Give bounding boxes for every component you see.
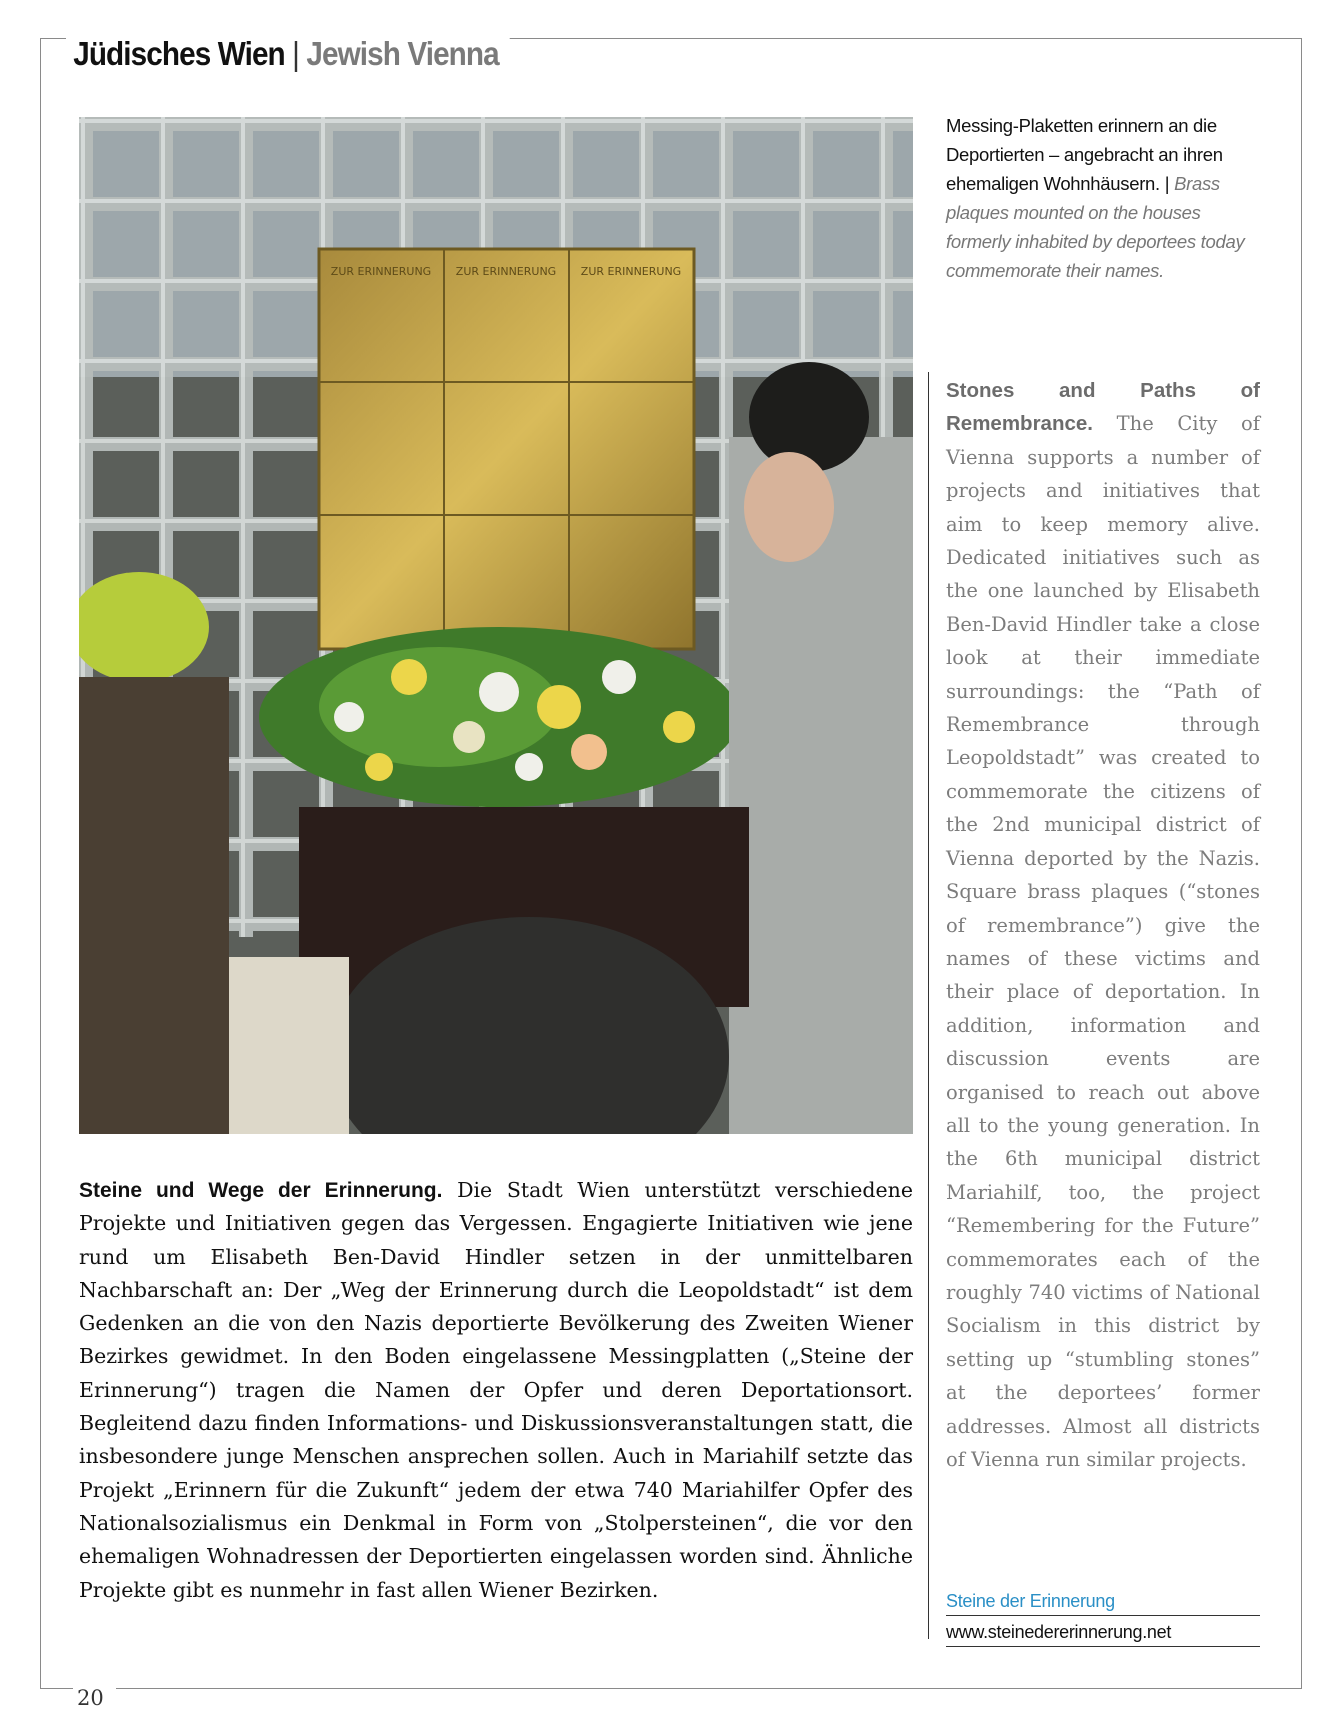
english-article-body: The City of Vienna supports a number of projects and initiatives that aim to keep memory alive. Dedicated initiatives such as the one launched by Elisabeth Ben-David Hindler take a close look at their immediate surroundings: the “Path of Remembrance through Leopoldstadt” was created to commemorate the citizens of the 2nd municipal district of Vienna deported by the Nazis. Square brass plaques (“stones of remembrance”) give the names of these victims and their place of deportation. In addition, information and discussion events are organised to reach out above all to the young generation. In the 6th municipal district Mariahilf, too, the project “Remembering for the Future” commemorates each of the roughly 740 victims of National Socialism in this district by setting up “stumbling stones” at the deportees’ former addresses. Almost all districts of Vienna run similar projects. (946, 412, 1260, 1471)
german-article-body: Die Stadt Wien unterstützt verschiedene Projekte und Initiativen gegen das Vergessen. Engagierte Initiativen wie jene rund um Elisabeth Ben-David Hindler setzen in der unmittelbaren Nachbarschaft an: Der „Weg der Erinnerung durch die Leopoldstadt“ ist dem Gedenken an die von den Nazis deportierte Bevölkerung des Zweiten Wiener Bezirkes gewidmet. In den Boden eingelassene Messingplatten („Steine der Erinnerung“) tragen die Namen der Opfer und deren Deportationsort. Begleitend dazu finden Informations- und Diskussionsveranstaltungen statt, die insbesondere junge Menschen ansprechen sollen. Auch in Mariahilf setzte das Projekt „Erinnern für die Zukunft“ jedem der etwa 740 Mariahilfer Opfer des Nationalsozialismus ein Denkmal in Form von „Stolpersteinen“, die vor den ehemaligen Wohnadressen der Deportierten eingelassen worden sind. Ähnliche Projekte gibt es nunmehr in fast allen Wiener Bezirken. (79, 1178, 913, 1602)
memorial-photo-illustration (79, 117, 913, 1134)
english-article-lead: Stones and Paths of Remembrance. (946, 379, 1260, 436)
title-english: Jewish Vienna (306, 35, 499, 72)
reference-links (946, 1585, 1260, 1647)
page-title (66, 26, 510, 82)
plaque-text-3: ZUR ERINNERUNG (580, 265, 682, 278)
photo-caption (946, 111, 1246, 285)
brass-plaque (319, 249, 694, 649)
page-number: 20 (73, 1684, 116, 1712)
memorial-photo (79, 117, 913, 1134)
caption-german: Messing-Plaketten erinnern an die Deportierten – angebracht an ihren ehemaligen Wohnhäusern. | (946, 115, 1223, 194)
plaque-text-2: ZUR ERINNERUNG (455, 265, 557, 278)
german-article (79, 1174, 913, 1607)
column-divider (928, 372, 929, 1639)
german-article-lead: Steine und Wege der Erinnerung. (79, 1179, 443, 1202)
english-article (946, 374, 1260, 1476)
plaque-text-1: ZUR ERINNERUNG (330, 265, 432, 278)
link-website-url[interactable]: www.steinedererinnerung.net (946, 1616, 1260, 1647)
title-separator: | (284, 35, 307, 72)
caption-english: Brass plaques mounted on the houses formerly inhabited by deportees today commemorate their names. (946, 173, 1245, 281)
flower-wreath (259, 627, 739, 807)
title-german: Jüdisches Wien (73, 35, 285, 72)
link-steine-der-erinnerung[interactable]: Steine der Erinnerung (946, 1585, 1260, 1616)
